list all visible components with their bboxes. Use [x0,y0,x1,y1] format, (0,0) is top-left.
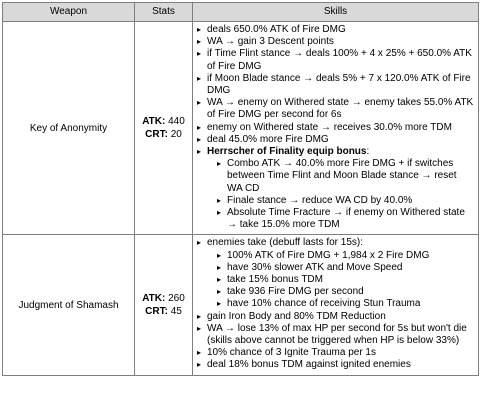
skill-list [197,24,474,231]
debuff-list [207,250,474,311]
weapon-skills [193,22,479,235]
weapon-name: Judgment of Shamash [3,235,135,375]
bonus-list [207,158,474,231]
table-row [3,235,479,375]
crt-value: 20 [170,129,182,141]
debuff-item: ▸ 100% ATK of Fire DMG + 1,984 x 2 Fire DMG [217,250,474,262]
skill-item-debuff [197,237,474,310]
skill-item: ▸ deal 45.0% more Fire DMG [197,134,474,146]
weapon-name: Key of Anonymity [3,22,135,235]
crt-label: CRT: [145,306,168,318]
header-row [3,3,479,22]
bonus-item: ▸ Absolute Time Fracture → if enemy on Withered state → take 15.0% more TDM [217,207,474,231]
debuff-head: enemies take (debuff lasts for 15s): [207,237,364,249]
debuff-item: ▸ have 10% chance of receiving Stun Trauma [217,298,474,310]
skill-item: ▸ WA → lose 13% of max HP per second for 5s but won't die (skills above cannot be triggered when HP is below 33%) [197,323,474,347]
crt-value: 45 [170,306,182,318]
crt-label: CRT: [145,129,168,141]
weapon-stats [135,235,193,375]
skill-item: ▸ WA → enemy on Withered state → enemy takes 55.0% ATK of Fire DMG per second for 6s [197,97,474,121]
bonus-suffix: : [366,146,370,158]
header-skills: Skills [193,3,479,22]
weapons-table [2,2,479,376]
header-stats: Stats [135,3,193,22]
atk-label: ATK: [142,116,166,128]
atk-value: 260 [168,293,185,305]
skill-item: ▸ if Time Flint stance → deals 100% + 4 x 25% + 650.0% ATK of Fire DMG [197,48,474,72]
bonus-item: ▸ Finale stance → reduce WA CD by 40.0% [217,195,474,207]
debuff-item: ▸ take 936 Fire DMG per second [217,286,474,298]
bonus-item: ▸ Combo ATK → 40.0% more Fire DMG + if switches between Time Flint and Moon Blade stance → reset WA CD [217,158,474,195]
bonus-title: Herrscher of Finality equip bonus [207,146,367,158]
skill-item-bonus [197,146,474,231]
skill-item: ▸ gain Iron Body and 80% TDM Reduction [197,311,474,323]
skill-list [197,237,474,371]
skill-item: ▸ 10% chance of 3 Ignite Trauma per 1s [197,347,474,359]
table-row [3,22,479,235]
weapon-stats [135,22,193,235]
debuff-item: ▸ have 30% slower ATK and Move Speed [217,262,474,274]
skill-item: ▸ if Moon Blade stance → deals 5% + 7 x 120.0% ATK of Fire DMG [197,73,474,97]
atk-label: ATK: [142,293,166,305]
header-weapon: Weapon [3,3,135,22]
skill-item: ▸ deals 650.0% ATK of Fire DMG [197,24,474,36]
debuff-item: ▸ take 15% bonus TDM [217,274,474,286]
weapon-skills [193,235,479,375]
skill-item: ▸ WA → gain 3 Descent points [197,36,474,48]
skill-item: ▸ deal 18% bonus TDM against ignited enemies [197,359,474,371]
atk-value: 440 [168,116,185,128]
skill-item: ▸ enemy on Withered state → receives 30.0% more TDM [197,122,474,134]
